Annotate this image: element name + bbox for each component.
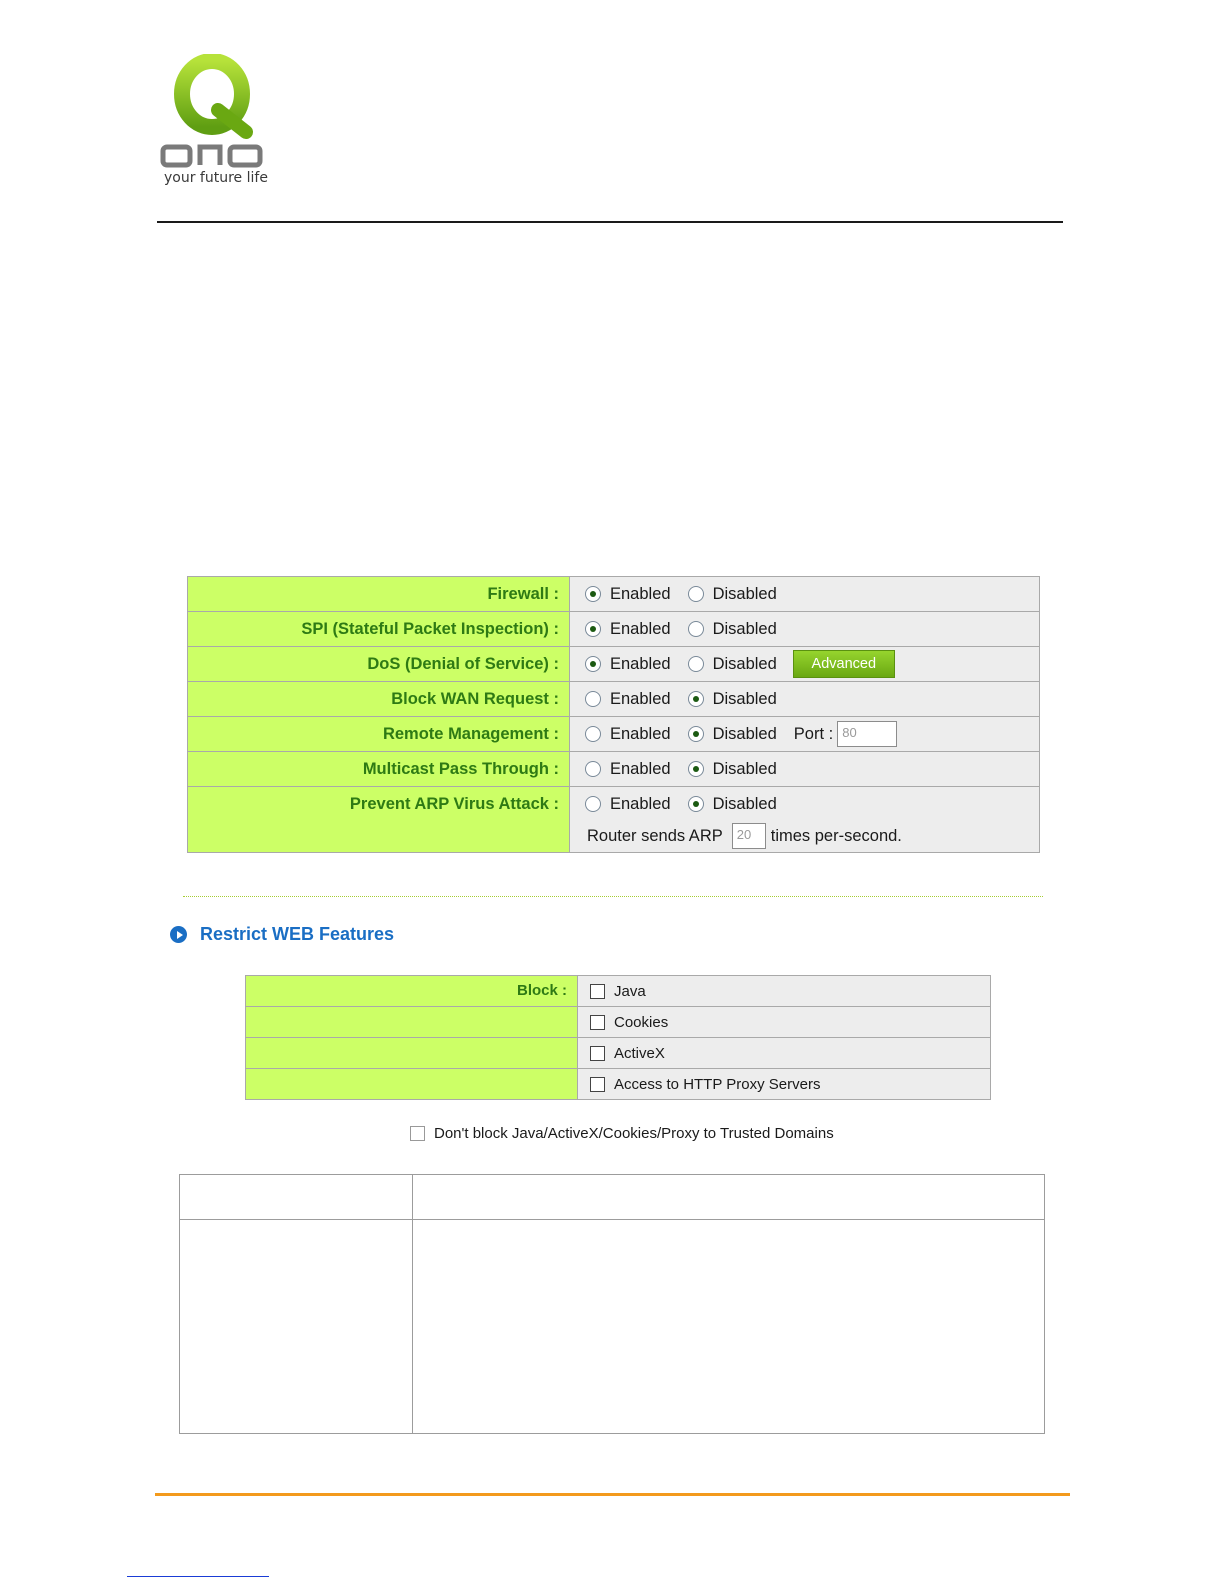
proxy-checkbox[interactable]: Access to HTTP Proxy Servers: [578, 1069, 990, 1099]
arp-prefix: Router sends ARP: [587, 826, 723, 845]
firewall-disabled-radio[interactable]: Disabled: [688, 585, 777, 604]
arp-label: Prevent ARP Virus Attack :: [188, 787, 570, 853]
arrow-circle-icon: [170, 926, 187, 943]
block-java-row: [246, 976, 991, 1007]
multicast-label: Multicast Pass Through :: [188, 752, 570, 787]
dos-enabled-radio[interactable]: Enabled: [585, 655, 671, 674]
arp-suffix: times per-second.: [770, 826, 902, 845]
dos-label: DoS (Denial of Service) :: [188, 647, 570, 682]
description-table: [179, 1174, 1045, 1434]
description-header-row: [180, 1175, 1045, 1220]
trusted-domains-checkbox[interactable]: Don't block Java/ActiveX/Cookies/Proxy to Trusted Domains: [410, 1125, 834, 1142]
description-body-row: [180, 1220, 1045, 1434]
restrict-web-title: Restrict WEB Features: [170, 924, 394, 945]
cookies-checkbox[interactable]: Cookies: [578, 1007, 990, 1037]
restrict-web-table: [245, 975, 991, 1100]
remote-mgmt-enabled-radio[interactable]: Enabled: [585, 725, 671, 744]
dos-advanced-button[interactable]: Advanced: [793, 650, 895, 678]
remote-mgmt-label: Remote Management :: [188, 717, 570, 752]
qno-logo: [160, 54, 270, 189]
block-wan-label: Block WAN Request :: [188, 682, 570, 717]
arp-row: [188, 787, 1040, 853]
arp-enabled-radio[interactable]: Enabled: [585, 795, 671, 814]
block-wan-enabled-radio[interactable]: Enabled: [585, 690, 671, 709]
block-wan-disabled-radio[interactable]: Disabled: [688, 690, 777, 709]
arp-disabled-radio[interactable]: Disabled: [688, 795, 777, 814]
qno-logo-icon: [160, 54, 270, 169]
block-wan-row: [188, 682, 1040, 717]
footer-divider: [155, 1493, 1070, 1496]
dos-row: [188, 647, 1040, 682]
block-activex-row: [246, 1038, 991, 1069]
footer-link-underline: [127, 1576, 269, 1577]
multicast-disabled-radio[interactable]: Disabled: [688, 760, 777, 779]
multicast-row: [188, 752, 1040, 787]
spi-label: SPI (Stateful Packet Inspection) :: [188, 612, 570, 647]
firewall-enabled-radio[interactable]: Enabled: [585, 585, 671, 604]
remote-mgmt-row: [188, 717, 1040, 752]
firewall-row: [188, 577, 1040, 612]
firewall-settings-table: [187, 576, 1040, 853]
java-checkbox[interactable]: Java: [578, 976, 990, 1006]
section-divider: [183, 896, 1043, 897]
block-proxy-row: [246, 1069, 991, 1100]
dos-disabled-radio[interactable]: Disabled: [688, 655, 777, 674]
spi-disabled-radio[interactable]: Disabled: [688, 620, 777, 639]
port-input[interactable]: 80: [837, 721, 897, 747]
block-label: Block :: [246, 976, 578, 1007]
firewall-label: Firewall :: [188, 577, 570, 612]
logo-tagline: your future life: [164, 170, 268, 186]
multicast-enabled-radio[interactable]: Enabled: [585, 760, 671, 779]
block-cookies-row: [246, 1007, 991, 1038]
arp-rate-input[interactable]: 20: [732, 823, 766, 849]
spi-row: [188, 612, 1040, 647]
spi-enabled-radio[interactable]: Enabled: [585, 620, 671, 639]
port-label: Port :: [793, 724, 834, 743]
header-divider: [157, 221, 1063, 223]
activex-checkbox[interactable]: ActiveX: [578, 1038, 990, 1068]
remote-mgmt-disabled-radio[interactable]: Disabled: [688, 725, 777, 744]
